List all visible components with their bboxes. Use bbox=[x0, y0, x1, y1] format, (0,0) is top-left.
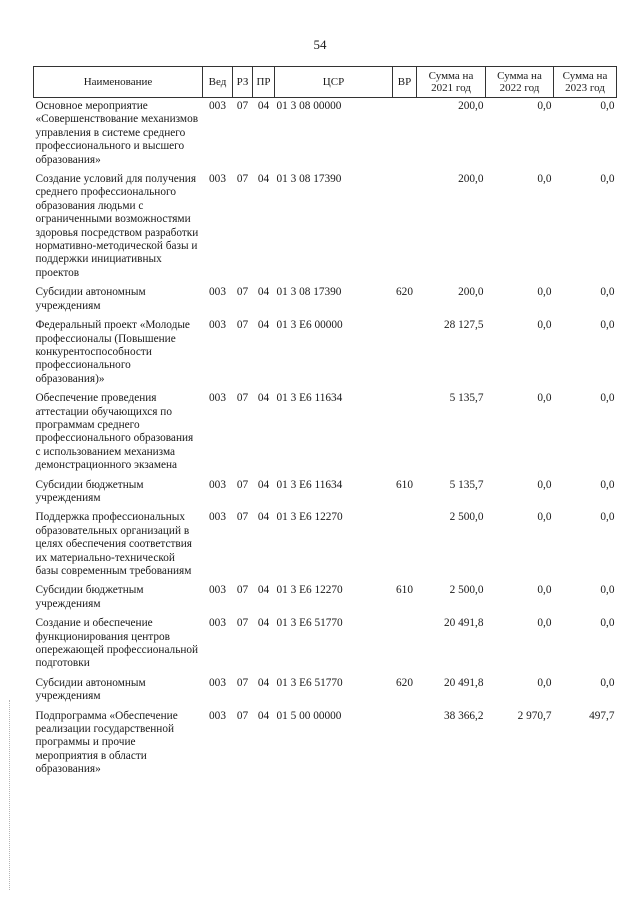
cell-rz: 07 bbox=[236, 286, 249, 299]
cell-name: Федеральный проект «Молодые профессионалы (Повышение конкурентоспособности профессионального образования)» bbox=[35, 319, 190, 385]
cell-vr bbox=[393, 708, 417, 781]
cell-ved: 003 bbox=[209, 478, 226, 491]
table-row bbox=[34, 582, 617, 615]
cell-name: Создание условий для получения среднего профессионального образования людьми с ограниченными возможностями здоровья посредством разработки нормативно-методической базы и поддержки инициативных проектов bbox=[35, 173, 199, 279]
cell-pr: 04 bbox=[257, 478, 270, 491]
cell-ved: 003 bbox=[209, 584, 226, 597]
cell-name: Основное мероприятие «Совершенствование механизмов управления в системе среднего профессионального и высшего образования» bbox=[35, 100, 199, 166]
cell-vr: 610 bbox=[396, 584, 413, 597]
cell-csr: 01 3 08 17390 bbox=[276, 286, 342, 299]
cell-csr: 01 3 E6 00000 bbox=[276, 319, 343, 332]
cell-sum-2021: 2 500,0 bbox=[449, 584, 484, 597]
cell-sum-2022: 0,0 bbox=[537, 676, 552, 689]
cell-sum-2022: 0,0 bbox=[537, 511, 552, 524]
cell-sum-2021: 200,0 bbox=[458, 286, 484, 299]
cell-sum-2021: 200,0 bbox=[458, 173, 484, 186]
cell-csr: 01 3 E6 12270 bbox=[276, 584, 343, 597]
cell-ved: 003 bbox=[209, 286, 226, 299]
cell-csr: 01 3 08 17390 bbox=[276, 173, 342, 186]
cell-pr: 04 bbox=[257, 100, 270, 112]
cell-ved: 003 bbox=[209, 617, 226, 630]
cell-sum-2023: 0,0 bbox=[600, 100, 615, 112]
cell-sum-2023: 0,0 bbox=[600, 478, 615, 491]
header-rz: РЗ bbox=[233, 67, 253, 98]
cell-sum-2022: 0,0 bbox=[537, 319, 552, 332]
table-body bbox=[34, 98, 617, 781]
cell-pr: 04 bbox=[257, 511, 270, 524]
scan-artifact bbox=[9, 700, 11, 890]
cell-vr bbox=[393, 317, 417, 390]
cell-sum-2023: 0,0 bbox=[600, 319, 615, 332]
budget-table bbox=[33, 66, 617, 781]
cell-rz: 07 bbox=[236, 584, 249, 597]
cell-vr: 610 bbox=[396, 478, 413, 491]
cell-sum-2023: 0,0 bbox=[600, 173, 615, 186]
cell-rz: 07 bbox=[236, 478, 249, 491]
header-sum-2021: Сумма на 2021 год bbox=[417, 67, 486, 98]
cell-sum-2023: 0,0 bbox=[600, 617, 615, 630]
cell-vr bbox=[393, 390, 417, 476]
cell-name: Создание и обеспечение функционирования центров опережающей профессиональной подготовки bbox=[35, 617, 199, 670]
cell-pr: 04 bbox=[257, 617, 270, 630]
cell-sum-2021: 2 500,0 bbox=[449, 511, 484, 524]
table-row bbox=[34, 284, 617, 317]
cell-sum-2022: 0,0 bbox=[537, 173, 552, 186]
cell-sum-2021: 5 135,7 bbox=[449, 478, 484, 491]
cell-sum-2022: 0,0 bbox=[537, 584, 552, 597]
cell-vr bbox=[393, 509, 417, 582]
cell-name: Субсидии автономным учреждениям bbox=[35, 286, 146, 312]
header-vr: ВР bbox=[393, 67, 417, 98]
cell-rz: 07 bbox=[236, 173, 249, 186]
cell-name: Обеспечение проведения аттестации обучающихся по программам среднего профессионального образования с использованием механизма демонстрационного экзамена bbox=[35, 392, 194, 472]
cell-ved: 003 bbox=[209, 100, 226, 112]
cell-ved: 003 bbox=[209, 319, 226, 332]
cell-name: Субсидии бюджетным учреждениям bbox=[35, 478, 144, 504]
cell-ved: 003 bbox=[209, 709, 226, 722]
cell-sum-2023: 0,0 bbox=[600, 676, 615, 689]
cell-rz: 07 bbox=[236, 319, 249, 332]
cell-sum-2021: 20 491,8 bbox=[443, 617, 484, 630]
cell-sum-2022: 0,0 bbox=[537, 478, 552, 491]
cell-ved: 003 bbox=[209, 173, 226, 186]
cell-vr bbox=[393, 615, 417, 675]
cell-csr: 01 3 E6 51770 bbox=[276, 676, 343, 689]
cell-name: Подпрограмма «Обеспечение реализации государственной программы и прочие мероприятия в области образования» bbox=[35, 709, 178, 776]
cell-rz: 07 bbox=[236, 392, 249, 405]
cell-sum-2021: 200,0 bbox=[458, 100, 484, 112]
header-name: Наименование bbox=[34, 67, 203, 98]
cell-rz: 07 bbox=[236, 617, 249, 630]
cell-pr: 04 bbox=[257, 709, 270, 722]
cell-sum-2021: 20 491,8 bbox=[443, 676, 484, 689]
cell-rz: 07 bbox=[236, 511, 249, 524]
cell-ved: 003 bbox=[209, 392, 226, 405]
table-row bbox=[34, 317, 617, 390]
cell-sum-2022: 0,0 bbox=[537, 617, 552, 630]
cell-sum-2022: 0,0 bbox=[537, 100, 552, 112]
header-sum-2022: Сумма на 2022 год bbox=[486, 67, 554, 98]
table-row bbox=[34, 708, 617, 781]
cell-pr: 04 bbox=[257, 286, 270, 299]
cell-csr: 01 3 E6 12270 bbox=[276, 511, 343, 524]
header-sum-2023: Сумма на 2023 год bbox=[554, 67, 617, 98]
cell-csr: 01 3 E6 51770 bbox=[276, 617, 343, 630]
header-csr: ЦСР bbox=[275, 67, 393, 98]
cell-name: Субсидии бюджетным учреждениям bbox=[35, 584, 144, 610]
table-row bbox=[34, 98, 617, 172]
table-row bbox=[34, 509, 617, 582]
page-number: 54 bbox=[313, 37, 327, 52]
table-row bbox=[34, 477, 617, 510]
cell-pr: 04 bbox=[257, 319, 270, 332]
cell-csr: 01 3 08 00000 bbox=[276, 100, 342, 112]
cell-sum-2021: 38 366,2 bbox=[443, 709, 484, 722]
cell-pr: 04 bbox=[257, 173, 270, 186]
cell-name: Поддержка профессиональных образовательных организаций в целях обеспечения соответствия их материально-технической базы современным требованиям bbox=[35, 511, 192, 577]
cell-vr: 620 bbox=[396, 676, 413, 689]
header-ved: Вед bbox=[203, 67, 233, 98]
cell-rz: 07 bbox=[236, 100, 249, 112]
table-row bbox=[34, 675, 617, 708]
table-row bbox=[34, 171, 617, 284]
cell-rz: 07 bbox=[236, 676, 249, 689]
table-row bbox=[34, 390, 617, 476]
cell-sum-2023: 0,0 bbox=[600, 392, 615, 405]
cell-pr: 04 bbox=[257, 676, 270, 689]
cell-sum-2023: 0,0 bbox=[600, 584, 615, 597]
header-pr: ПР bbox=[253, 67, 275, 98]
cell-rz: 07 bbox=[236, 709, 249, 722]
cell-vr bbox=[393, 171, 417, 284]
cell-sum-2021: 28 127,5 bbox=[443, 319, 484, 332]
cell-vr bbox=[393, 98, 417, 172]
cell-vr: 620 bbox=[396, 286, 413, 299]
cell-name: Субсидии автономным учреждениям bbox=[35, 676, 146, 703]
cell-csr: 01 3 E6 11634 bbox=[276, 478, 343, 491]
cell-sum-2022: 0,0 bbox=[537, 286, 552, 299]
cell-ved: 003 bbox=[209, 511, 226, 524]
table-header-row bbox=[34, 67, 617, 98]
cell-csr: 01 5 00 00000 bbox=[276, 709, 342, 722]
cell-sum-2022: 0,0 bbox=[537, 392, 552, 405]
cell-csr: 01 3 E6 11634 bbox=[276, 392, 343, 405]
cell-pr: 04 bbox=[257, 584, 270, 597]
cell-sum-2023: 0,0 bbox=[600, 286, 615, 299]
cell-sum-2023: 0,0 bbox=[600, 511, 615, 524]
cell-sum-2022: 2 970,7 bbox=[517, 709, 552, 722]
cell-pr: 04 bbox=[257, 392, 270, 405]
cell-ved: 003 bbox=[209, 676, 226, 689]
cell-sum-2021: 5 135,7 bbox=[449, 392, 484, 405]
table-row bbox=[34, 615, 617, 675]
cell-sum-2023: 497,7 bbox=[589, 709, 615, 722]
